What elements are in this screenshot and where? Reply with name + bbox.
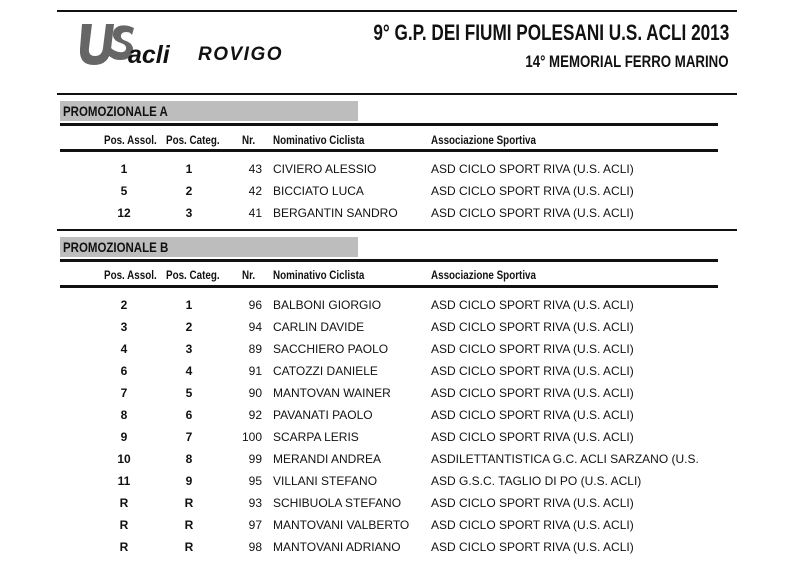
name-cell: BICCIATO LUCA [273,184,364,198]
pos-cell: R [119,518,129,532]
nr-cell: 95 [248,474,262,488]
club-cell: ASD CICLO SPORT RIVA (U.S. ACLI) [431,298,634,312]
cat-cell: 1 [185,162,193,176]
club-cell: ASD CICLO SPORT RIVA (U.S. ACLI) [431,162,634,176]
cat-cell: R [184,496,194,510]
table-row [0,408,793,430]
section-bar [60,101,358,121]
section-label: PROMOZIONALE B [63,239,169,255]
name-cell: PAVANATI PAOLO [273,408,373,422]
top-border [57,10,737,12]
club-cell: ASD CICLO SPORT RIVA (U.S. ACLI) [431,342,634,356]
pos-cell: 3 [120,320,128,334]
table-row [0,320,793,342]
club-cell: ASD G.S.C. TAGLIO DI PO (U.S. ACLI) [431,474,642,488]
pos-cell: 10 [117,452,131,466]
cat-cell: 6 [185,408,193,422]
event-title: 9° G.P. DEI FIUMI POLESANI U.S. ACLI 2013 [373,20,729,45]
nr-cell: 99 [248,452,262,466]
cat-cell: 3 [185,342,193,356]
nr-cell: 90 [248,386,262,400]
nr-cell: 97 [248,518,262,532]
pos-cell: 12 [117,206,131,220]
club-cell: ASD CICLO SPORT RIVA (U.S. ACLI) [431,518,634,532]
nr-cell: 43 [248,162,262,176]
table-rule [60,285,718,288]
table-row [0,386,793,408]
pos-cell: 1 [120,162,128,176]
header-divider [57,93,737,95]
club-cell: ASD CICLO SPORT RIVA (U.S. ACLI) [431,408,634,422]
nr-cell: 42 [248,184,262,198]
col-header-club: Associazione Sportiva [431,268,536,282]
table-row [0,184,793,206]
cat-cell: 2 [185,184,193,198]
nr-cell: 98 [248,540,262,554]
nr-cell: 89 [248,342,262,356]
svg-text:acli: acli [128,41,170,69]
name-cell: MANTOVANI ADRIANO [273,540,401,554]
name-cell: BERGANTIN SANDRO [273,206,398,220]
name-cell: MERANDI ANDREA [273,452,382,466]
col-header-nr: Nr. [242,133,256,147]
table-rule [60,149,718,152]
pos-cell: 8 [120,408,128,422]
nr-cell: 100 [241,430,262,444]
col-header-pos: Pos. Assol. [104,268,157,282]
table-row [0,518,793,540]
table-row [0,430,793,452]
logo-graphic [76,18,186,70]
cat-cell: 3 [185,206,193,220]
club-cell: ASD CICLO SPORT RIVA (U.S. ACLI) [431,496,634,510]
cat-cell: 4 [185,364,193,378]
club-cell: ASD CICLO SPORT RIVA (U.S. ACLI) [431,206,634,220]
col-header-pos: Pos. Assol. [104,133,157,147]
table-rule [60,259,718,262]
col-header-name: Nominativo Ciclista [273,133,365,147]
cat-cell: R [184,540,194,554]
name-cell: MANTOVAN WAINER [273,386,391,400]
name-cell: CIVIERO ALESSIO [273,162,377,176]
pos-cell: R [119,496,129,510]
section-divider [57,229,737,231]
table-row [0,342,793,364]
pos-cell: 5 [120,184,128,198]
us-acli-logo [76,18,186,70]
pos-cell: 6 [120,364,128,378]
name-cell: SACCHIERO PAOLO [273,342,389,356]
name-cell: SCARPA LERIS [273,430,359,444]
table-row [0,364,793,386]
cat-cell: 9 [185,474,193,488]
col-header-cat: Pos. Categ. [166,268,220,282]
club-cell: ASD CICLO SPORT RIVA (U.S. ACLI) [431,364,634,378]
table-row [0,162,793,184]
club-cell: ASDILETTANTISTICA G.C. ACLI SARZANO (U.S. [431,452,699,466]
col-header-nr: Nr. [242,268,256,282]
event-subtitle: 14° MEMORIAL FERRO MARINO [525,52,729,71]
cat-cell: 1 [185,298,193,312]
name-cell: CARLIN DAVIDE [273,320,365,334]
club-cell: ASD CICLO SPORT RIVA (U.S. ACLI) [431,540,634,554]
nr-cell: 91 [248,364,262,378]
section-label: PROMOZIONALE A [63,103,168,119]
city-name: ROVIGO [198,44,284,65]
name-cell: VILLANI STEFANO [273,474,378,488]
table-row [0,298,793,320]
section-bar [60,237,358,257]
cat-cell: R [184,518,194,532]
club-cell: ASD CICLO SPORT RIVA (U.S. ACLI) [431,430,634,444]
table-row [0,474,793,496]
table-rule [60,123,718,126]
name-cell: CATOZZI DANIELE [273,364,378,378]
table-row [0,206,793,228]
pos-cell: 9 [120,430,128,444]
nr-cell: 41 [248,206,262,220]
name-cell: SCHIBUOLA STEFANO [273,496,402,510]
table-row [0,540,793,562]
nr-cell: 94 [248,320,262,334]
nr-cell: 93 [248,496,262,510]
col-header-club: Associazione Sportiva [431,133,536,147]
club-cell: ASD CICLO SPORT RIVA (U.S. ACLI) [431,386,634,400]
cat-cell: 5 [185,386,193,400]
cat-cell: 7 [185,430,193,444]
col-header-name: Nominativo Ciclista [273,268,365,282]
pos-cell: 2 [120,298,128,312]
table-row [0,452,793,474]
name-cell: MANTOVANI VALBERTO [273,518,410,532]
cat-cell: 2 [185,320,193,334]
name-cell: BALBONI GIORGIO [273,298,382,312]
pos-cell: R [119,540,129,554]
nr-cell: 96 [248,298,262,312]
club-cell: ASD CICLO SPORT RIVA (U.S. ACLI) [431,320,634,334]
pos-cell: 4 [120,342,128,356]
cat-cell: 8 [185,452,193,466]
pos-cell: 11 [117,474,131,488]
col-header-cat: Pos. Categ. [166,133,220,147]
nr-cell: 92 [248,408,262,422]
pos-cell: 7 [120,386,128,400]
table-row [0,496,793,518]
club-cell: ASD CICLO SPORT RIVA (U.S. ACLI) [431,184,634,198]
